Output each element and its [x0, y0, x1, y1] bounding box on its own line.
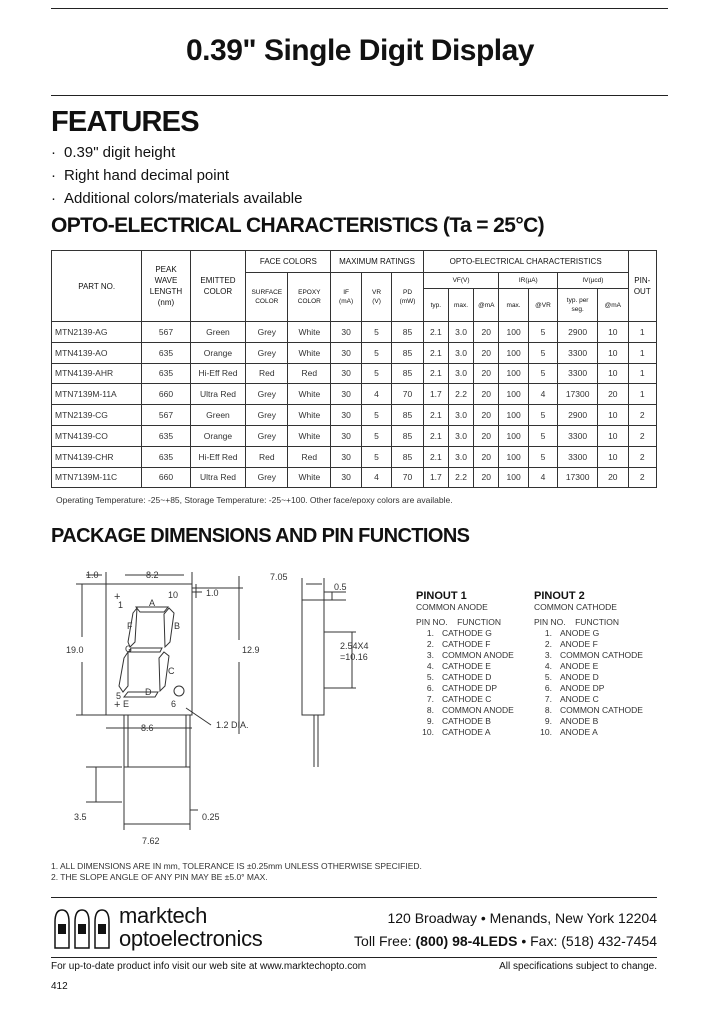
table-cell: 10 — [598, 363, 628, 384]
company-address: 120 Broadway • Menands, New York 12204 — [387, 910, 657, 926]
table-cell: 3.0 — [448, 363, 473, 384]
table-cell: 4 — [528, 384, 557, 405]
disclaimer: All specifications subject to change. — [499, 961, 657, 972]
page-title: 0.39" Single Digit Display — [186, 34, 534, 67]
pinout-2 — [534, 590, 643, 738]
col-ir: IR(µA) — [499, 273, 558, 289]
segment-label-b: B — [174, 621, 181, 631]
table-cell: 5 — [361, 322, 391, 343]
table-row — [52, 405, 657, 426]
dim-8-6: 8.6 — [141, 723, 154, 733]
table-cell: 2.1 — [423, 425, 448, 446]
dim-3-5: 3.5 — [74, 812, 87, 822]
table-cell: Red — [288, 363, 331, 384]
table-cell: 20 — [474, 425, 499, 446]
table-cell: Red — [246, 363, 288, 384]
table-cell: Green — [190, 322, 246, 343]
table-cell: 100 — [499, 467, 528, 488]
pin-label-10: 10 — [168, 590, 179, 600]
list-item: · Additional colors/materials available — [51, 190, 303, 207]
table-cell: Orange — [190, 342, 246, 363]
table-cell: 660 — [142, 467, 190, 488]
table-cell: 20 — [598, 467, 628, 488]
dim-7-62: 7.62 — [142, 836, 160, 846]
table-row — [52, 322, 657, 343]
table-cell: White — [288, 322, 331, 343]
part-number-cell: MTN4139-CO — [52, 425, 142, 446]
dim-2-54x4: 2.54X4 — [340, 641, 369, 651]
table-cell: 85 — [392, 363, 424, 384]
table-cell: Grey — [246, 342, 288, 363]
table-cell: 10 — [598, 322, 628, 343]
table-cell: 3300 — [558, 363, 598, 384]
table-cell: 567 — [142, 322, 190, 343]
table-cell: 660 — [142, 384, 190, 405]
table-cell: 3.0 — [448, 405, 473, 426]
table-cell: 2.1 — [423, 405, 448, 426]
table-cell: 2 — [628, 425, 656, 446]
table-cell: 100 — [499, 342, 528, 363]
features-heading: FEATURES — [51, 106, 199, 138]
contact-numbers: Toll Free: (800) 98-4LEDS • Fax: (518) 432-7454 — [354, 933, 657, 949]
list-item: 5. ANODE D — [544, 672, 599, 682]
table-cell: 2 — [628, 467, 656, 488]
segment-g — [129, 648, 162, 652]
list-item: 10. ANODE A — [540, 727, 598, 737]
col-pd: PD (mW) — [392, 273, 424, 322]
table-cell: 10 — [598, 425, 628, 446]
part-number-cell: MTN2139-AG — [52, 322, 142, 343]
col-opto-characteristics: OPTO-ELECTRICAL CHARACTERISTICS — [423, 251, 628, 273]
table-cell: 30 — [331, 322, 361, 343]
list-item: 4. ANODE E — [544, 661, 599, 671]
col-iv-typ: typ. per seg. — [558, 289, 598, 322]
table-cell: 5 — [361, 363, 391, 384]
table-cell: 635 — [142, 446, 190, 467]
table-cell: White — [288, 425, 331, 446]
table-cell: 5 — [361, 405, 391, 426]
table-cell: 2.2 — [448, 384, 473, 405]
table-cell: 85 — [392, 342, 424, 363]
list-item: 1. CATHODE G — [426, 628, 492, 638]
package-dimension-drawing — [56, 562, 396, 852]
table-cell: 1 — [628, 342, 656, 363]
table-cell: 2 — [628, 405, 656, 426]
table-cell: Orange — [190, 425, 246, 446]
col-vf: VF(V) — [423, 273, 499, 289]
table-row — [52, 384, 657, 405]
table-cell: Grey — [246, 384, 288, 405]
pinout-1-type: COMMON ANODE — [416, 602, 488, 612]
table-cell: 3.0 — [448, 425, 473, 446]
table-cell: 2.1 — [423, 322, 448, 343]
table-cell: 100 — [499, 322, 528, 343]
list-item: 9. ANODE B — [544, 716, 599, 726]
table-cell: 30 — [331, 384, 361, 405]
col-vf-max: max. — [448, 289, 473, 322]
segment-d — [124, 692, 158, 697]
table-row — [52, 467, 657, 488]
table-row — [52, 425, 657, 446]
table-cell: 70 — [392, 384, 424, 405]
table-cell: 2 — [628, 446, 656, 467]
table-cell: 3.0 — [448, 322, 473, 343]
table-cell: Grey — [246, 322, 288, 343]
table-cell: 635 — [142, 425, 190, 446]
table-cell: Red — [288, 446, 331, 467]
col-ir-vr: @VR — [528, 289, 557, 322]
characteristics-table — [51, 250, 657, 488]
list-item: 6. CATHODE DP — [426, 683, 498, 693]
table-cell: 4 — [528, 467, 557, 488]
table-cell: 2.1 — [423, 342, 448, 363]
table-cell: 70 — [392, 467, 424, 488]
table-cell: Hi-Eff Red — [190, 446, 246, 467]
table-cell: 20 — [474, 363, 499, 384]
table-cell: White — [288, 342, 331, 363]
pinout-2-type: COMMON CATHODE — [534, 602, 617, 612]
pinout-1-header: PIN NO. FUNCTION — [416, 617, 502, 627]
dim-19-0: 19.0 — [66, 645, 84, 655]
list-item: · 0.39" digit height — [51, 144, 176, 161]
dimension-notes: 1. ALL DIMENSIONS ARE IN mm, TOLERANCE IS ±0.25mm UNLESS OTHERWISE SPECIFIED. 2. THE SLOPE ANGLE OF ANY PIN MAY BE ±5.0° MAX. — [51, 861, 422, 882]
table-cell: 2.1 — [423, 446, 448, 467]
table-cell: 3300 — [558, 425, 598, 446]
table-cell: 30 — [331, 405, 361, 426]
dim-1-0-right: 1.0 — [206, 588, 219, 598]
table-cell: 30 — [331, 425, 361, 446]
dim-12-9: 12.9 — [242, 645, 260, 655]
pin-label-1: 1 — [118, 600, 124, 610]
list-item: 2. CATHODE F — [426, 639, 491, 649]
table-cell: 20 — [598, 384, 628, 405]
table-cell: 30 — [331, 446, 361, 467]
pinout-1-rows — [416, 628, 514, 738]
table-cell: 10 — [598, 405, 628, 426]
table-cell: Green — [190, 405, 246, 426]
table-cell: 85 — [392, 322, 424, 343]
list-item: 7. CATHODE C — [426, 694, 492, 704]
col-if: IF (mA) — [331, 273, 361, 322]
dim-0-25: 0.25 — [202, 812, 220, 822]
table-cell: 5 — [528, 363, 557, 384]
decimal-point — [174, 686, 184, 696]
features-list — [51, 143, 302, 212]
display-body-side — [302, 600, 324, 715]
part-number-cell: MTN7139M-11C — [52, 467, 142, 488]
list-item: · Right hand decimal point — [51, 167, 230, 184]
table-cell: Ultra Red — [190, 467, 246, 488]
col-vf-typ: typ. — [423, 289, 448, 322]
part-number-cell: MTN4139-AHR — [52, 363, 142, 384]
dim-8-2: 8.2 — [146, 570, 159, 580]
table-cell: 3300 — [558, 446, 598, 467]
table-cell: 2.2 — [448, 467, 473, 488]
list-item: 2. ANODE F — [544, 639, 598, 649]
opto-heading: OPTO-ELECTRICAL CHARACTERISTICS (Ta = 25°C) — [51, 214, 545, 237]
col-max-ratings: MAXIMUM RATINGS — [331, 251, 423, 273]
col-iv-ma: @mA — [598, 289, 628, 322]
list-item: 9. CATHODE B — [426, 716, 491, 726]
table-cell: 5 — [528, 425, 557, 446]
table-cell: 2.1 — [423, 363, 448, 384]
col-peak-wavelength: PEAK WAVE LENGTH (nm) — [142, 251, 190, 322]
table-cell: 30 — [331, 467, 361, 488]
pin-label-5: 5 — [116, 691, 122, 701]
list-item: 8. COMMON CATHODE — [544, 705, 643, 715]
col-vr: VR (V) — [361, 273, 391, 322]
table-cell: White — [288, 384, 331, 405]
col-iv: IV(µcd) — [558, 273, 628, 289]
dim-1-2-dia: 1.2 DIA. — [216, 720, 249, 730]
plus-sign-top: + — [114, 591, 121, 603]
toll-free-number: (800) 98-4LEDS — [415, 933, 518, 949]
dim-1-0-left: 1.0 — [86, 570, 99, 580]
part-number-cell: MTN4139-AO — [52, 342, 142, 363]
table-cell: 100 — [499, 425, 528, 446]
table-row — [52, 363, 657, 384]
table-cell: 5 — [528, 446, 557, 467]
opto-condition: (Ta = 25°C) — [442, 214, 545, 237]
dim-7-05: 7.05 — [270, 572, 288, 582]
segment-e — [119, 652, 128, 692]
col-surface-color: SURFACE COLOR — [246, 273, 288, 322]
table-cell: 20 — [474, 322, 499, 343]
table-cell: 85 — [392, 425, 424, 446]
col-emitted-color: EMITTED COLOR — [190, 251, 246, 322]
footer-rule-top — [51, 897, 657, 898]
table-cell: 4 — [361, 384, 391, 405]
list-item: 10. CATHODE A — [422, 727, 491, 737]
col-epoxy-color: EPOXY COLOR — [288, 273, 331, 322]
table-cell: White — [288, 405, 331, 426]
table-cell: 635 — [142, 363, 190, 384]
table-cell: Red — [246, 446, 288, 467]
segment-b — [164, 608, 174, 647]
table-cell: Grey — [246, 405, 288, 426]
table-cell: 2900 — [558, 405, 598, 426]
website-note: For up-to-date product info visit our web site at www.marktechopto.com — [51, 961, 367, 972]
col-pinout: PIN- OUT — [628, 251, 656, 322]
table-cell: 20 — [474, 342, 499, 363]
table-cell: 30 — [331, 342, 361, 363]
table-cell: 30 — [331, 363, 361, 384]
table-cell: Ultra Red — [190, 384, 246, 405]
segment-label-a: A — [149, 598, 156, 608]
table-cell: 20 — [474, 446, 499, 467]
table-cell: 3.0 — [448, 446, 473, 467]
table-cell: 1 — [628, 384, 656, 405]
table-cell: Grey — [246, 425, 288, 446]
pinout-2-rows — [534, 628, 643, 738]
temperature-note: Operating Temperature: -25~+85, Storage Temperature: -25~+100. Other face/epoxy colors are available. — [56, 495, 453, 505]
table-cell: 100 — [499, 405, 528, 426]
col-part-no: PART NO. — [52, 251, 142, 322]
table-row — [52, 342, 657, 363]
table-cell: 1.7 — [423, 467, 448, 488]
table-cell: 85 — [392, 405, 424, 426]
table-cell: 4 — [361, 467, 391, 488]
table-cell: 100 — [499, 384, 528, 405]
table-cell: 3.0 — [448, 342, 473, 363]
list-item: 3. COMMON ANODE — [426, 650, 514, 660]
dim-10-16: =10.16 — [340, 652, 368, 662]
pinout-2-title: PINOUT 2 — [534, 590, 585, 602]
part-number-cell: MTN7139M-11A — [52, 384, 142, 405]
pinout-1 — [416, 590, 514, 738]
table-cell: 5 — [528, 342, 557, 363]
part-number-cell: MTN2139-CG — [52, 405, 142, 426]
table-cell: Hi-Eff Red — [190, 363, 246, 384]
table-cell: 5 — [361, 446, 391, 467]
marktech-logo-icon — [51, 906, 113, 952]
list-item: 6. ANODE DP — [544, 683, 605, 693]
table-cell: 2900 — [558, 322, 598, 343]
segment-label-g: G — [125, 644, 133, 654]
table-cell: 567 — [142, 405, 190, 426]
pinout-1-title: PINOUT 1 — [416, 590, 467, 602]
table-cell: 5 — [361, 425, 391, 446]
list-item: 5. CATHODE D — [426, 672, 492, 682]
table-cell: 3300 — [558, 342, 598, 363]
part-number-cell: MTN4139-CHR — [52, 446, 142, 467]
segment-label-f: F — [127, 621, 133, 631]
dim-0-5: 0.5 — [334, 582, 347, 592]
page-number: 412 — [51, 981, 68, 992]
segment-label-d: D — [145, 687, 152, 697]
table-cell: 1 — [628, 363, 656, 384]
pin-label-6: 6 — [171, 699, 177, 709]
table-cell: 1.7 — [423, 384, 448, 405]
brand-name: marktech optoelectronics — [119, 903, 263, 951]
table-cell: 5 — [361, 342, 391, 363]
list-item: 3. COMMON CATHODE — [544, 650, 643, 660]
pinout-2-header: PIN NO. FUNCTION — [534, 617, 620, 627]
table-cell: 5 — [528, 322, 557, 343]
list-item: 1. ANODE G — [544, 628, 600, 638]
table-body — [52, 322, 657, 488]
table-cell: 10 — [598, 446, 628, 467]
table-cell: 635 — [142, 342, 190, 363]
table-row — [52, 446, 657, 467]
list-item: 7. ANODE C — [544, 694, 599, 704]
table-cell: 17300 — [558, 467, 598, 488]
table-cell: 5 — [528, 405, 557, 426]
table-cell: 100 — [499, 363, 528, 384]
table-cell: 20 — [474, 467, 499, 488]
segment-label-c: C — [168, 666, 175, 676]
table-cell: 17300 — [558, 384, 598, 405]
list-item: 8. COMMON ANODE — [426, 705, 514, 715]
table-cell: 100 — [499, 446, 528, 467]
package-heading: PACKAGE DIMENSIONS AND PIN FUNCTIONS — [51, 525, 470, 547]
table-cell: 20 — [474, 405, 499, 426]
table-cell: 85 — [392, 446, 424, 467]
table-cell: 10 — [598, 342, 628, 363]
col-vf-ma: @mA — [474, 289, 499, 322]
table-cell: Grey — [246, 467, 288, 488]
col-face-colors: FACE COLORS — [246, 251, 331, 273]
table-cell: 20 — [474, 384, 499, 405]
table-cell: White — [288, 467, 331, 488]
footer-rule-bottom — [51, 957, 657, 958]
col-ir-max: max. — [499, 289, 528, 322]
plus-sign-bottom: + — [114, 699, 121, 711]
segment-label-e: E — [123, 699, 130, 709]
list-item: 4. CATHODE E — [426, 661, 491, 671]
table-cell: 1 — [628, 322, 656, 343]
